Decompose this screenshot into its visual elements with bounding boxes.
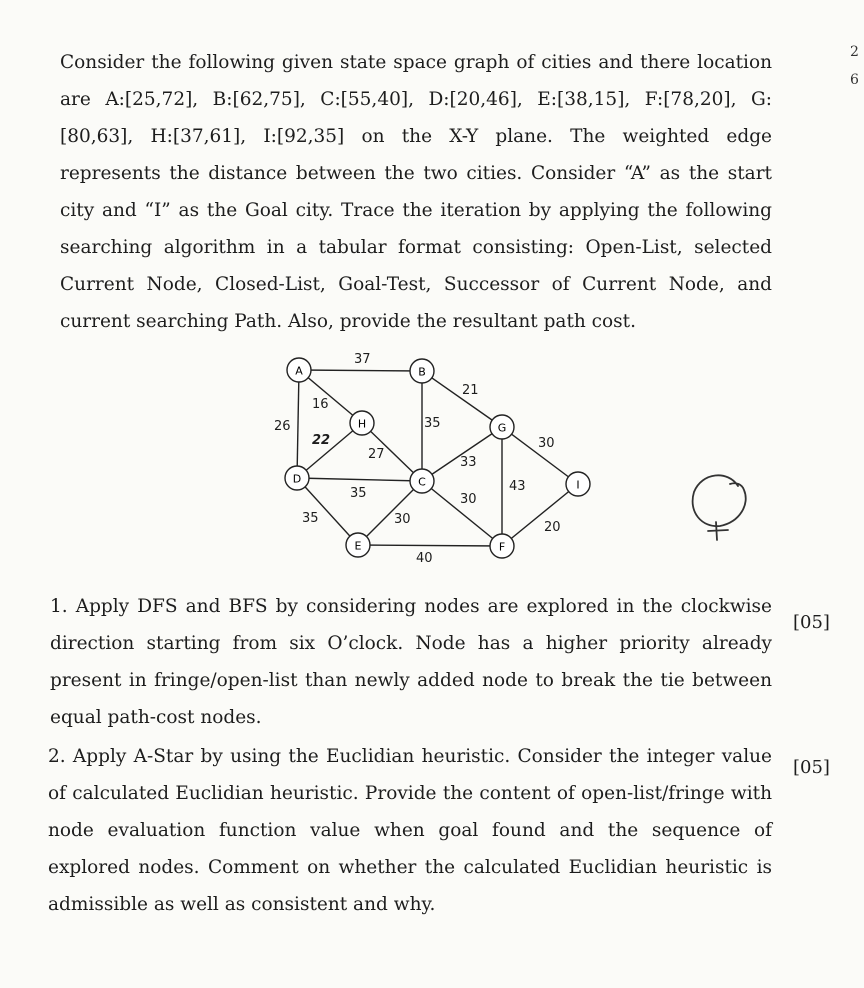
edge-A-D	[297, 370, 299, 478]
question-intro: Consider the following given state space graph of cities and there location are A:[25,72], B:[62,75], C:[55,40], D:[20,46], E:[38,15], F:[78,20], G:[80,63], H:[37,61], I:[92,35] on the X-Y plane. The weighted edge represents the distance between the two cities. Consider “A” as the start city and “I” as the Goal city. Trace the iteration by applying the following searching algorithm in a tabular format consisting: Open-List, selected Current Node, Closed-List, Goal-Test, Successor of Current Node, and current searching Path. Also, provide the resultant path cost.	[60, 52, 772, 332]
node-label-F: F	[498, 540, 506, 554]
node-label-C: C	[418, 475, 426, 489]
node-I	[566, 472, 590, 496]
edge-weight-B-G: 21	[462, 383, 479, 398]
node-label-I: I	[576, 478, 580, 492]
node-H	[350, 411, 374, 435]
edge-C-F	[422, 481, 502, 546]
graph-edges	[297, 370, 578, 546]
edge-A-B	[299, 370, 422, 371]
edge-weight-H-C: 27	[368, 447, 385, 462]
handwritten-doodle	[693, 475, 746, 540]
node-label-H: H	[357, 417, 367, 431]
edge-weight-D-C: 35	[350, 486, 367, 501]
edge-C-E	[358, 481, 422, 545]
question-part-2: 2. Apply A-Star by using the Euclidian heuristic. Consider the integer value of calculated Euclidian heuristic. Provide the content of open-list/fringe with node evaluation function value when goal found and the sequence of explored nodes. Comment on whether the calculated Euclidian heuristic is admissible as well as consistent and why.	[48, 746, 772, 915]
edge-weight-H-D: 22	[312, 433, 331, 448]
node-label-A: A	[295, 364, 303, 378]
edge-E-F	[358, 545, 502, 546]
cropped-margin-text-top: 2	[850, 44, 859, 60]
node-E	[346, 533, 370, 557]
part-1-marks: [05]	[793, 612, 830, 633]
edge-weight-G-I: 30	[538, 436, 555, 451]
node-B	[410, 359, 434, 383]
node-G	[490, 415, 514, 439]
node-label-G: G	[497, 421, 507, 435]
edge-weight-A-D: 26	[274, 419, 291, 434]
part-2-marks: [05]	[793, 757, 830, 778]
edge-weight-G-C: 33	[460, 455, 477, 470]
node-label-E: E	[354, 539, 362, 553]
cropped-margin-text-bottom: 6	[850, 72, 859, 88]
edge-H-D	[297, 423, 362, 478]
node-label-B: B	[418, 365, 426, 379]
edge-G-C	[422, 427, 502, 481]
node-F	[490, 534, 514, 558]
edge-weight-F-I: 20	[544, 520, 561, 535]
edge-weight-G-F: 43	[509, 479, 526, 494]
edge-weight-A-B: 37	[354, 352, 371, 367]
node-label-D: D	[292, 472, 302, 486]
node-C	[410, 469, 434, 493]
edge-D-C	[297, 478, 422, 481]
node-D	[285, 466, 309, 490]
edge-weight-D-E: 35	[302, 511, 319, 526]
question-part-1: 1. Apply DFS and BFS by considering nodes are explored in the clockwise direction starting from six O’clock. Node has a higher priority already present in fringe/open-list than newly added node to break the tie between equal path-cost nodes.	[50, 596, 772, 728]
edge-weight-E-F: 40	[416, 551, 433, 566]
edge-weight-B-C: 35	[424, 416, 441, 431]
edge-weight-C-E: 30	[394, 512, 411, 527]
edge-weight-C-F: 30	[460, 492, 477, 507]
node-A	[287, 358, 311, 382]
edge-weight-A-H: 16	[312, 397, 329, 412]
